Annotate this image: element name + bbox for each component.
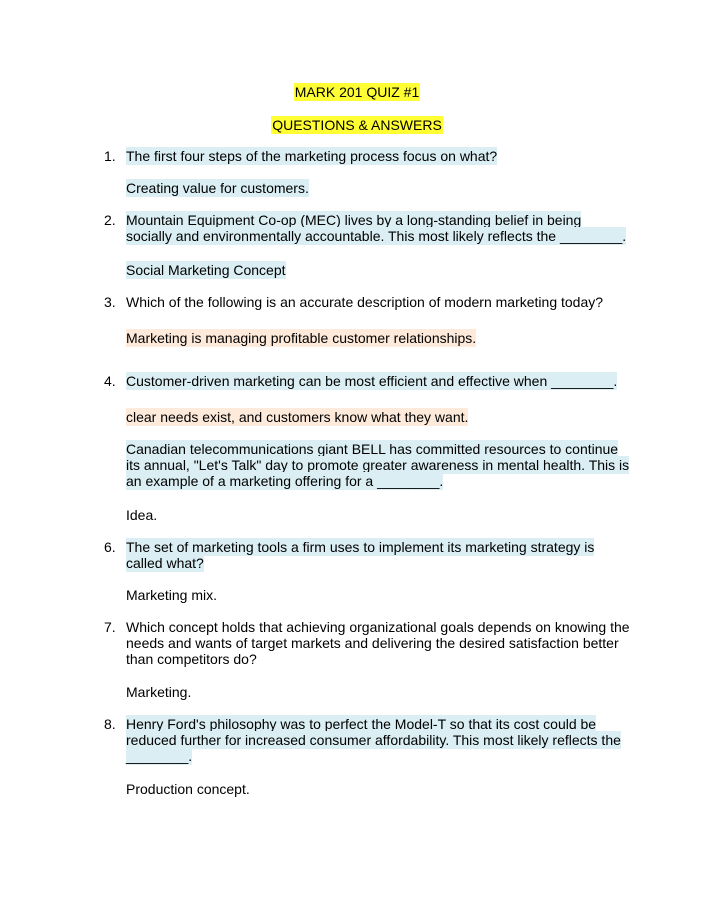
question-number: 2. (104, 212, 116, 228)
question-text: Customer-driven marketing can be most efficient and effective when ________. (126, 373, 618, 389)
answer-text: Marketing mix. (126, 587, 218, 603)
question-text: Canadian telecommunications giant BELL has committed resources to continue its annual, "Let's Talk" day to promote greater awareness in mental health. This is an example of a marketing offering for a ________. (126, 441, 630, 489)
quiz-subtitle-text: QUESTIONS & ANSWERS (272, 117, 442, 133)
question-number: 8. (104, 716, 116, 732)
question-text: The first four steps of the marketing process focus on what? (126, 148, 498, 164)
question-text: Henry Ford's philosophy was to perfect the Model-T so that its cost could be reduced further for increased consumer affordability. This most likely reflects the ________. (126, 716, 621, 764)
answer-text: Production concept. (126, 781, 250, 797)
quiz-subtitle (0, 117, 714, 134)
answer-text: Marketing. (126, 684, 192, 700)
question-text: Mountain Equipment Co-op (MEC) lives by a long-standing belief in being socially and environmentally accountable. This most likely reflects the ________. (126, 212, 627, 244)
answer-text: Social Marketing Concept (126, 262, 286, 278)
question-number: 1. (104, 148, 116, 164)
question-number: 6. (104, 539, 116, 555)
answer-text: Idea. (126, 507, 158, 523)
quiz-title-text: MARK 201 QUIZ #1 (294, 84, 420, 100)
answer-text: Marketing is managing profitable customer relationships. (126, 330, 477, 346)
question-text: The set of marketing tools a firm uses to implement its marketing strategy is called what? (126, 539, 595, 571)
question-number: 4. (104, 373, 116, 389)
quiz-title (0, 84, 714, 101)
question-number: 7. (104, 619, 116, 635)
answer-text: Creating value for customers. (126, 180, 309, 196)
question-number: 3. (104, 294, 116, 310)
question-text: Which concept holds that achieving organizational goals depends on knowing the needs and wants of target markets and delivering the desired satisfaction better than competitors do? (126, 619, 630, 667)
question-text: Which of the following is an accurate description of modern marketing today? (126, 294, 604, 310)
answer-text: clear needs exist, and customers know what they want. (126, 409, 469, 425)
